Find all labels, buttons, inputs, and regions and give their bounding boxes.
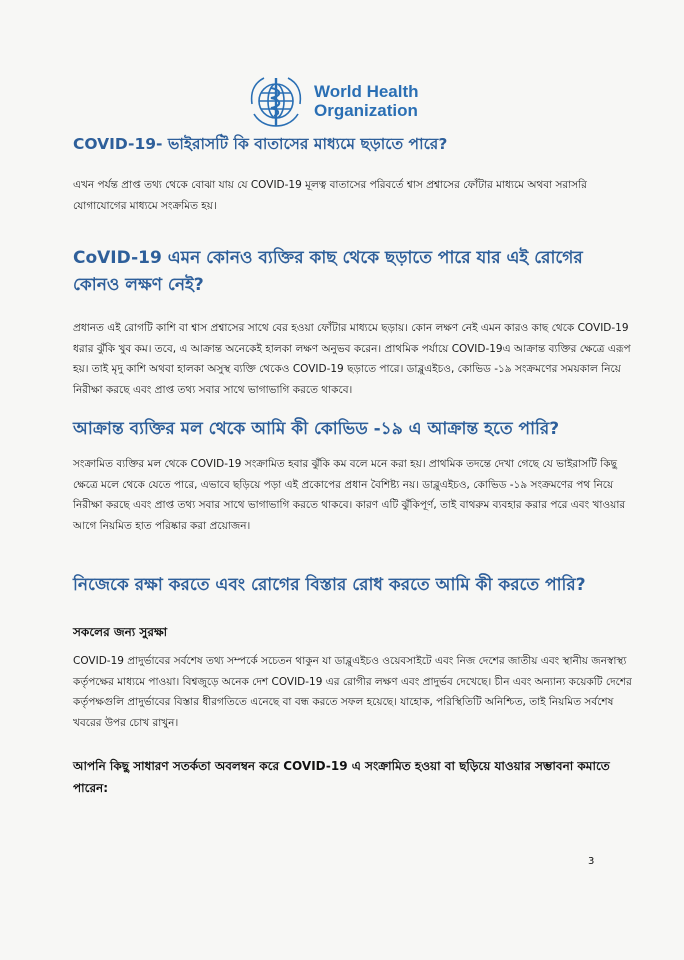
logo-line-2: Organization [314,101,418,120]
logo-line-1: World Health [314,82,419,101]
who-logo [244,74,444,128]
section-1-body: এখন পর্যন্ত প্রাপ্ত তথ্য থেকে বোঝা যায় যে COVID-19 মূলত্ব বাতাসের পরিবর্তে শ্বাস প্রশ্বাসের ফোঁটার মাধ্যমে অথবা সরাসরি যোগাযোগের মাধ্যমে সংক্রমিত হয়। [73,179,587,212]
section-4-note: আপনি কিছু সাধারণ সতর্কতা অবলম্বন করে COVID-19 এ সংক্রামিত হওয়া বা ছড়িয়ে যাওয়ার সম্ভাবনা কমাতে পারেন: [73,759,610,795]
section-3-heading: আক্রান্ত ব্যক্তির মল থেকে আমি কী কোভিড -১৯ এ আক্রান্ত হতে পারি? [73,419,560,439]
section-4-subheading: সকলের জন্য সুরক্ষা [73,625,168,639]
section-2-heading: CoVID-19 এমন কোনও ব্যক্তির কাছ থেকে ছড়াতে পারে যার এই রোগের কোনও লক্ষণ নেই? [73,248,583,295]
section-4-heading: নিজেকে রক্ষা করতে এবং রোগের বিস্তার রোধ করতে আমি কী করতে পারি? [73,575,586,595]
section-4-body: COVID-19 প্রাদুর্ভাবের সর্বশেষ তথ্য সম্পর্কে সচেতন থাকুন যা ডাব্লুএইচও ওয়েবসাইটে এবং নিজ দেশের জাতীয় এবং স্থানীয় জনস্বাস্থ্য কর্তৃপক্ষের মাধ্যমে পাওয়া। বিশ্বজুড়ে অনেক দেশ COVID-19 এর রোগীর লক্ষণ এবং প্রাদুর্ভব দেখেছে। চীন এবং অন্যান্য কয়েকটি দেশের কর্তৃপক্ষগুলি প্রাদুর্ভাবের বিস্তার ধীরগতিতে এনেছে বা বন্ধ করতে সফল হয়েছে। যাহোক, পরিস্থিতিটি অনিশ্চিত, তাই নিয়মিত সর্বশেষ খবরের উপর চোখ রাখুন। [73,655,632,729]
section-2-body: প্রধানত এই রোগটি কাশি বা শ্বাস প্রশ্বাসের সাথে বের হওয়া ফোঁটার মাধ্যমে ছড়ায়। কোন লক্ষণ নেই এমন কারও কাছ থেকে COVID-19 ধরার ঝুঁকি খুব কম। তবে, এ আক্রান্ত অনেকেই হালকা লক্ষণ অনুভব করেন। প্রাথমিক পর্যায়ে COVID-19এ আক্রান্ত ব্যক্তির ক্ষেত্রে এরূপ হয়। তাই মৃদু কাশি অথবা হালকা অসুস্থ ব্যক্তি থেকেও COVID-19 ছড়াতে পারে। ডাব্লুএইচও, কোভিড -১৯ সংক্রমণের সময়কাল নিয়ে নিরীক্ষা করছে এবং প্রাপ্ত তথ্য সবার সাথে ভাগাভাগি করতে থাকবে। [73,322,631,396]
section-3-body: সংক্রামিত ব্যক্তির মল থেকে COVID-19 সংক্রামিত হবার ঝুঁকি কম বলে মনে করা হয়। প্রাথমিক তদন্তে দেখা গেছে যে ভাইরাসটি কিছু ক্ষেত্রে মলে থেকে যেতে পারে, এভাবে ছড়িয়ে পড়া এই প্রকোপের প্রধান বৈশিষ্ট্য নয়। ডাব্লুএইচও, কোভিড -১৯ সংক্রমণের পথ নিয়ে নিরীক্ষা করছে এবং প্রাপ্ত তথ্য সবার সাথে ভাগাভাগি করতে থাকবে। কারণ এটি ঝুঁকিপূর্ণ, তাই বাথরুম ব্যবহার করার পরে এবং খাওয়ার আগে নিয়মিত হাত পরিষ্কার করা প্রয়োজন। [73,458,626,532]
page-number: 3 [588,856,595,867]
section-1-heading: COVID-19- ভাইরাসটি কি বাতাসের মাধ্যমে ছড়াতে পারে? [73,135,448,153]
who-wordmark [314,82,419,120]
who-emblem-icon [244,74,308,128]
